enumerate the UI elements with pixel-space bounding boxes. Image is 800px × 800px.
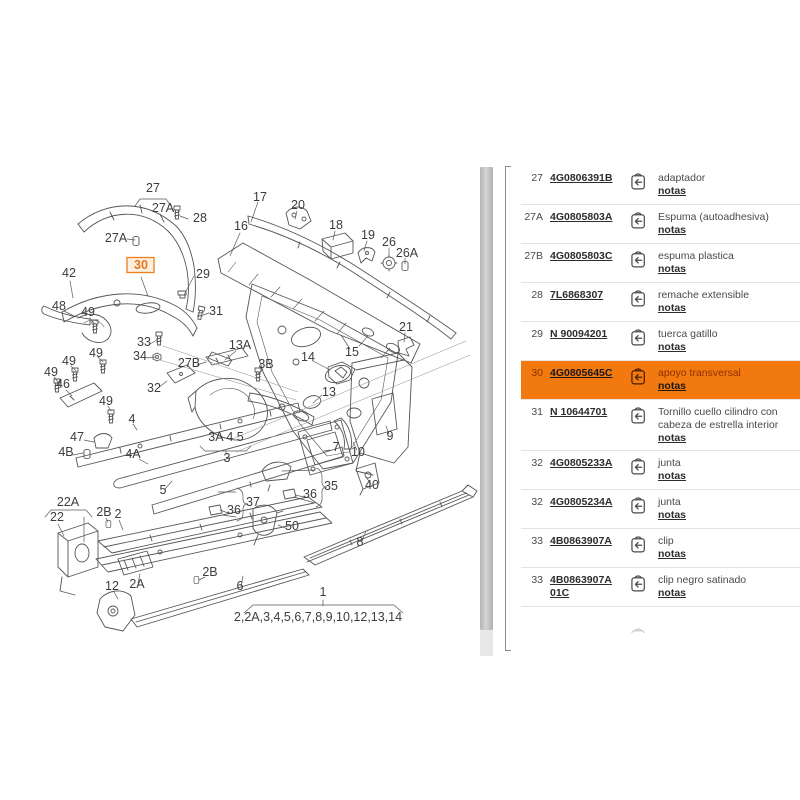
- partial-next-row: [521, 624, 800, 633]
- diagram-label[interactable]: 49: [44, 365, 58, 379]
- diagram-parts: [42, 205, 477, 631]
- notas-link[interactable]: notas: [658, 380, 687, 392]
- part-ref: 33: [531, 574, 543, 586]
- part-ref: 32: [531, 496, 543, 508]
- notas-link[interactable]: notas: [658, 263, 687, 275]
- part-number-link[interactable]: N 10644701: [550, 406, 608, 418]
- part-description: tuerca gatillo: [658, 328, 718, 340]
- notas-link[interactable]: notas: [658, 470, 687, 482]
- diagram-label[interactable]: 13A: [228, 338, 252, 352]
- scrollbar-track[interactable]: [480, 630, 493, 656]
- part-ref: 33: [531, 535, 543, 547]
- diagram-label[interactable]: 4A: [125, 447, 141, 461]
- notes-doc-icon[interactable]: [630, 367, 650, 386]
- diagram-label[interactable]: 27A: [151, 201, 175, 215]
- diagram-label[interactable]: 3A 4 5: [208, 430, 244, 444]
- table-row: [521, 244, 800, 283]
- diagram-label[interactable]: 21: [399, 320, 413, 334]
- table-row: [521, 568, 800, 607]
- part-description: espuma plastica: [658, 250, 734, 262]
- diagram-label[interactable]: 2: [114, 507, 122, 521]
- notes-doc-icon[interactable]: [630, 535, 650, 554]
- diagram-label[interactable]: 15: [345, 345, 359, 359]
- part-number-link[interactable]: 4G0805233A: [550, 457, 613, 469]
- table-row: [521, 322, 800, 361]
- notas-link[interactable]: notas: [658, 587, 687, 599]
- part-ref: 31: [531, 406, 543, 418]
- diagram-label[interactable]: 49: [62, 354, 76, 368]
- diagram-label[interactable]: 28: [193, 211, 207, 225]
- table-row: [521, 283, 800, 322]
- diagram-label[interactable]: 7: [332, 440, 340, 454]
- part-description: junta: [658, 496, 681, 508]
- diagram-label[interactable]: 32: [147, 381, 161, 395]
- diagram-label[interactable]: 5: [159, 483, 167, 497]
- part-number-link[interactable]: 4B0863907A: [550, 535, 612, 547]
- diagram-label[interactable]: 34: [133, 349, 147, 363]
- notas-link[interactable]: notas: [658, 224, 687, 236]
- diagram-label[interactable]: 22A: [56, 495, 80, 509]
- diagram-label[interactable]: 26A: [395, 246, 419, 260]
- diagram-label[interactable]: 2B: [96, 505, 112, 519]
- panel-divider-tick: [505, 166, 511, 167]
- part-ref: 29: [531, 328, 543, 340]
- part-description: junta: [658, 457, 681, 469]
- diagram-label[interactable]: 47: [70, 430, 84, 444]
- notes-doc-icon[interactable]: [630, 289, 650, 308]
- diagram-label[interactable]: 27A: [104, 231, 128, 245]
- notes-doc-icon[interactable]: [630, 328, 650, 347]
- notes-doc-icon[interactable]: [630, 211, 650, 230]
- panel-divider-tick: [505, 650, 511, 651]
- diagram-label[interactable]: 2B: [202, 565, 218, 579]
- diagram-label-highlighted[interactable]: 30: [134, 258, 148, 272]
- notes-doc-icon[interactable]: [630, 406, 650, 425]
- part-description: adaptador: [658, 172, 706, 184]
- notes-doc-icon[interactable]: [630, 457, 650, 476]
- diagram-label[interactable]: 33: [137, 335, 151, 349]
- part-ref: 28: [531, 289, 543, 301]
- diagram-label[interactable]: 48: [52, 299, 66, 313]
- part-number-link[interactable]: 4G0805234A: [550, 496, 613, 508]
- table-row: [521, 205, 800, 244]
- diagram-label[interactable]: 26: [382, 235, 396, 249]
- part-number-link[interactable]: 4G0806391B: [550, 172, 613, 184]
- diagram-label[interactable]: 49: [99, 394, 113, 408]
- diagram-label[interactable]: 4: [128, 412, 136, 426]
- diagram-label[interactable]: 19: [361, 228, 375, 242]
- diagram-label[interactable]: 18: [329, 218, 343, 232]
- notas-link[interactable]: notas: [658, 432, 687, 444]
- table-row: [521, 451, 800, 490]
- diagram-label[interactable]: 6: [236, 579, 244, 593]
- diagram-label[interactable]: 22: [50, 510, 64, 524]
- diagram-label[interactable]: 50: [285, 519, 299, 533]
- diagram-label[interactable]: 42: [62, 266, 76, 280]
- panel-divider: [505, 167, 506, 651]
- notes-doc-icon[interactable]: [630, 250, 650, 269]
- diagram-label[interactable]: 16: [234, 219, 248, 233]
- diagram-label[interactable]: 3B: [258, 357, 274, 371]
- part-description: Tornillo cuello cilindro con cabeza de estrella interior: [658, 406, 779, 431]
- diagram-label[interactable]: 27B: [177, 356, 201, 370]
- notas-link[interactable]: notas: [658, 341, 687, 353]
- parts-list: [521, 166, 800, 607]
- part-description: Espuma (autoadhesiva): [658, 211, 769, 223]
- part-number-link[interactable]: 4B0863907A 01C: [550, 574, 612, 599]
- notes-doc-icon: [630, 627, 650, 633]
- notas-link[interactable]: notas: [658, 302, 687, 314]
- part-number-link[interactable]: 4G0805803C: [550, 250, 613, 262]
- part-ref: 30: [531, 367, 543, 379]
- table-row: [521, 166, 800, 205]
- scrollbar-thumb[interactable]: [480, 167, 493, 630]
- diagram-label[interactable]: 14: [301, 350, 315, 364]
- notas-link[interactable]: notas: [658, 548, 687, 560]
- diagram-label[interactable]: 13: [322, 385, 336, 399]
- diagram-label[interactable]: 1: [319, 585, 327, 599]
- part-description: clip: [658, 535, 674, 547]
- diagram-label[interactable]: 40: [365, 478, 379, 492]
- diagram-label[interactable]: 4B: [58, 445, 74, 459]
- notas-link[interactable]: notas: [658, 509, 687, 521]
- part-ref: 27B: [524, 250, 543, 262]
- diagram-label[interactable]: 20: [291, 198, 305, 212]
- diagram-label[interactable]: 17: [253, 190, 267, 204]
- notas-link[interactable]: notas: [658, 185, 687, 197]
- table-row: [521, 361, 800, 400]
- table-row: [521, 490, 800, 529]
- diagram-label[interactable]: 10: [351, 445, 365, 459]
- diagram-label[interactable]: 36: [303, 487, 317, 501]
- notes-doc-icon[interactable]: [630, 172, 650, 191]
- part-ref: 27A: [524, 211, 543, 223]
- part-number-link[interactable]: 4G0805803A: [550, 211, 613, 223]
- part-description: remache extensible: [658, 289, 750, 301]
- part-ref: 32: [531, 457, 543, 469]
- part-number-link[interactable]: 4G0805645C: [550, 367, 613, 379]
- diagram-label[interactable]: 31: [209, 304, 223, 318]
- part-description: clip negro satinado: [658, 574, 747, 586]
- part-description: apoyo transversal: [658, 367, 741, 379]
- diagram-label[interactable]: 2A: [129, 577, 145, 591]
- diagram-label[interactable]: 46: [56, 377, 70, 391]
- diagram-label[interactable]: 2,2A,3,4,5,6,7,8,9,10,12,13,14: [233, 610, 403, 624]
- diagram-label[interactable]: 12: [105, 579, 119, 593]
- diagram-label[interactable]: 49: [81, 305, 95, 319]
- diagram-label[interactable]: 49: [89, 346, 103, 360]
- part-number-link[interactable]: 7L6868307: [550, 289, 604, 301]
- diagram-label[interactable]: 27: [146, 181, 160, 195]
- part-number-link[interactable]: N 90094201: [550, 328, 608, 340]
- notes-doc-icon[interactable]: [630, 496, 650, 515]
- diagram-label[interactable]: 37: [246, 495, 260, 509]
- diagram-label[interactable]: 29: [196, 267, 210, 281]
- diagram-label[interactable]: 35: [324, 479, 338, 493]
- part-ref: 27: [531, 172, 543, 184]
- diagram-label[interactable]: 8: [356, 535, 364, 549]
- diagram-label[interactable]: 36: [227, 503, 241, 517]
- diagram-label[interactable]: 9: [386, 429, 394, 443]
- diagram-label[interactable]: 3: [223, 451, 231, 465]
- table-row: [521, 400, 800, 451]
- notes-doc-icon[interactable]: [630, 574, 650, 593]
- table-row: [521, 529, 800, 568]
